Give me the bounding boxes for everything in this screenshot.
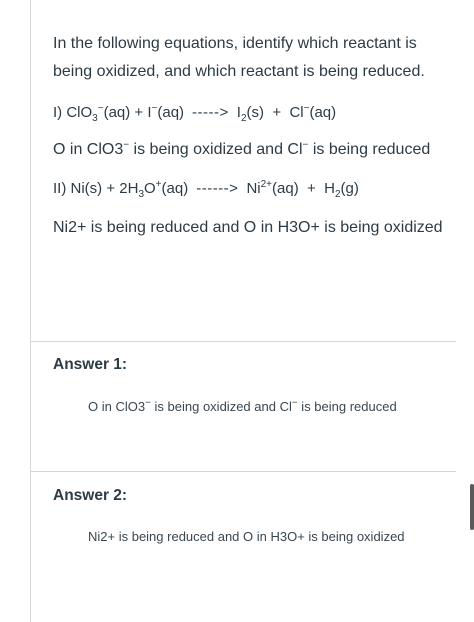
equation-2: II) $Ni(s) + 2H_3O^+(aq)$ ------> $Ni^{2+}(aq) + H_2(g)$ xyxy=(53,179,359,200)
statement-1: O in ClO3− is being oxidized and Cl− is being reduced xyxy=(53,139,431,158)
answer-1-title: Answer 1: xyxy=(53,356,128,373)
question-prompt: In the following equations, identify which reactant is being oxidized, and which reactant is being reduced. xyxy=(53,35,425,80)
answer-2-title: Answer 2: xyxy=(53,487,128,504)
answer-2-text: Ni2+ is being reduced and O in H3O+ is being oxidized xyxy=(88,529,405,544)
answer-1-text: O in ClO3− is being oxidized and Cl− is being reduced xyxy=(88,397,397,414)
answer-2-block xyxy=(30,471,456,612)
statement-2: Ni2+ is being reduced and O in H3O+ is being oxidized xyxy=(53,219,443,236)
scrollbar-thumb[interactable] xyxy=(470,484,474,530)
equation-1: I) ClO$_3$−(aq) + I−(aq) -----> $I_2(s) + Cl^-(aq)$ xyxy=(53,103,337,124)
question-content xyxy=(53,30,457,257)
answer-1-block xyxy=(30,341,456,470)
